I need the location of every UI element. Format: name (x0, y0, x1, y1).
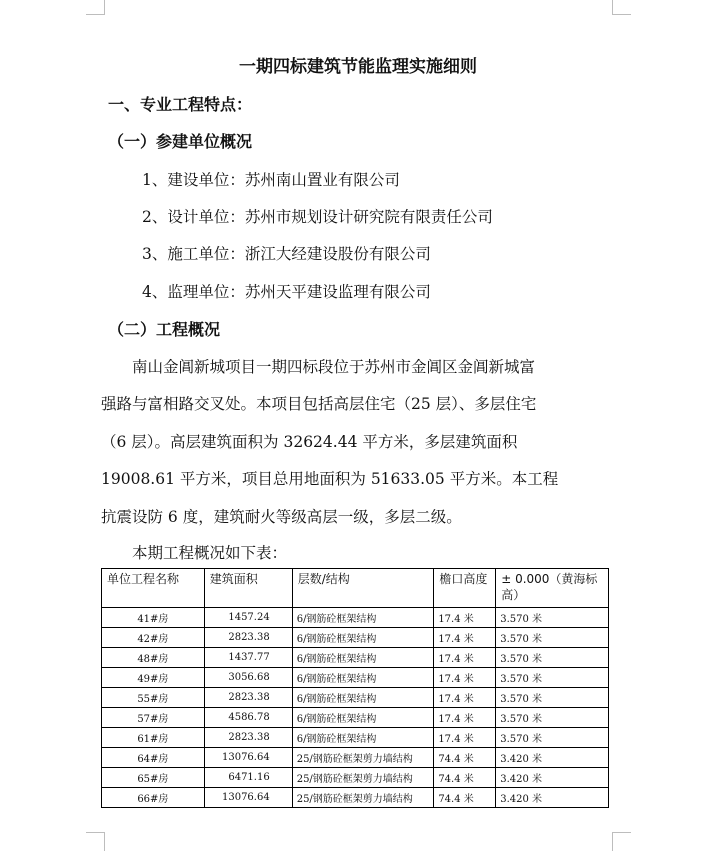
column-header: 单位工程名称 (102, 569, 205, 608)
table-cell: 13076.64 (204, 748, 292, 768)
table-cell: 17.4 米 (434, 668, 496, 688)
table-cell: 17.4 米 (434, 648, 496, 668)
table-cell: 42#房 (102, 628, 205, 648)
overview-paragraph-line: 19008.61 平方米，项目总用地面积为 51633.05 平方米。本工程 (101, 470, 559, 488)
participant-unit-line: 3、施工单位：浙江大经建设股份有限公司 (142, 245, 431, 263)
table-cell: 64#房 (102, 748, 205, 768)
table-cell: 3.570 米 (496, 608, 609, 628)
table-cell: 13076.64 (204, 788, 292, 808)
table-row (102, 728, 609, 748)
table-cell: 66#房 (102, 788, 205, 808)
table-cell: 2823.38 (204, 688, 292, 708)
table-cell: 57#房 (102, 708, 205, 728)
table-cell: 6/钢筋砼框架结构 (292, 728, 434, 748)
table-cell: 48#房 (102, 648, 205, 668)
table-cell: 2823.38 (204, 728, 292, 748)
page-corner-mark-top-left (86, 0, 105, 15)
table-cell: 3.570 米 (496, 628, 609, 648)
overview-paragraph-line: （6 层）。高层建筑面积为 32624.44 平方米，多层建筑面积 (101, 433, 518, 451)
table-cell: 49#房 (102, 668, 205, 688)
table-cell: 6/钢筋砼框架结构 (292, 708, 434, 728)
table-cell: 3.420 米 (496, 768, 609, 788)
table-cell: 3.570 米 (496, 668, 609, 688)
table-row (102, 788, 609, 808)
table-header-row (102, 569, 609, 608)
table-cell: 25/钢筋砼框架剪力墙结构 (292, 768, 434, 788)
participant-unit-line: 1、建设单位：苏州南山置业有限公司 (142, 171, 400, 189)
table-row (102, 708, 609, 728)
subsection-heading-participants: （一）参建单位概况 (108, 132, 253, 151)
column-header: 建筑面积 (204, 569, 292, 608)
table-row (102, 768, 609, 788)
table-cell: 3.570 米 (496, 688, 609, 708)
table-row (102, 628, 609, 648)
table-cell: 25/钢筋砼框架剪力墙结构 (292, 788, 434, 808)
table-cell: 17.4 米 (434, 608, 496, 628)
table-row (102, 648, 609, 668)
table-cell: 74.4 米 (434, 748, 496, 768)
table-cell: 6/钢筋砼框架结构 (292, 668, 434, 688)
section-heading-project-features: 一、专业工程特点： (108, 95, 253, 114)
table-cell: 17.4 米 (434, 628, 496, 648)
table-cell: 17.4 米 (434, 708, 496, 728)
overview-paragraph-line: 抗震设防 6 度，建筑耐火等级高层一级，多层二级。 (101, 508, 462, 526)
page-corner-mark-bottom-left (86, 832, 105, 851)
table-cell: 6471.16 (204, 768, 292, 788)
table-cell: 74.4 米 (434, 788, 496, 808)
table-cell: 1437.77 (204, 648, 292, 668)
table-cell: 2823.38 (204, 628, 292, 648)
table-cell: 65#房 (102, 768, 205, 788)
table-row (102, 748, 609, 768)
subsection-heading-overview: （二）工程概况 (108, 320, 221, 339)
table-cell: 6/钢筋砼框架结构 (292, 688, 434, 708)
table-cell: 4586.78 (204, 708, 292, 728)
table-cell: 3.570 米 (496, 648, 609, 668)
table-cell: 17.4 米 (434, 728, 496, 748)
table-cell: 3.570 米 (496, 708, 609, 728)
table-cell: 17.4 米 (434, 688, 496, 708)
table-cell: 41#房 (102, 608, 205, 628)
table-row (102, 688, 609, 708)
table-cell: 3.420 米 (496, 788, 609, 808)
table-row (102, 668, 609, 688)
overview-paragraph-line: 南山金阊新城项目一期四标段位于苏州市金阊区金阊新城富 (101, 358, 536, 376)
table-cell: 6/钢筋砼框架结构 (292, 628, 434, 648)
table-cell: 1457.24 (204, 608, 292, 628)
document-title: 一期四标建筑节能监理实施细则 (239, 57, 477, 77)
table-cell: 6/钢筋砼框架结构 (292, 648, 434, 668)
column-header: 檐口高度 (434, 569, 496, 608)
column-header: ± 0.000（黄海标高） (496, 569, 609, 608)
participant-unit-line: 4、监理单位：苏州天平建设监理有限公司 (142, 283, 431, 301)
table-cell: 55#房 (102, 688, 205, 708)
table-cell: 3.570 米 (496, 728, 609, 748)
table-cell: 3056.68 (204, 668, 292, 688)
project-overview-table (101, 568, 609, 808)
table-cell: 74.4 米 (434, 768, 496, 788)
table-cell: 6/钢筋砼框架结构 (292, 608, 434, 628)
page-corner-mark-bottom-right (612, 832, 631, 851)
table-intro-text: 本期工程概况如下表： (101, 544, 288, 562)
participant-unit-line: 2、设计单位：苏州市规划设计研究院有限责任公司 (142, 208, 493, 226)
table-cell: 3.420 米 (496, 748, 609, 768)
table-row (102, 608, 609, 628)
column-header: 层数/结构 (292, 569, 434, 608)
overview-paragraph-line: 强路与富相路交叉处。本项目包括高层住宅（25 层）、多层住宅 (101, 395, 537, 413)
table-cell: 25/钢筋砼框架剪力墙结构 (292, 748, 434, 768)
table-cell: 61#房 (102, 728, 205, 748)
page-corner-mark-top-right (612, 0, 631, 15)
